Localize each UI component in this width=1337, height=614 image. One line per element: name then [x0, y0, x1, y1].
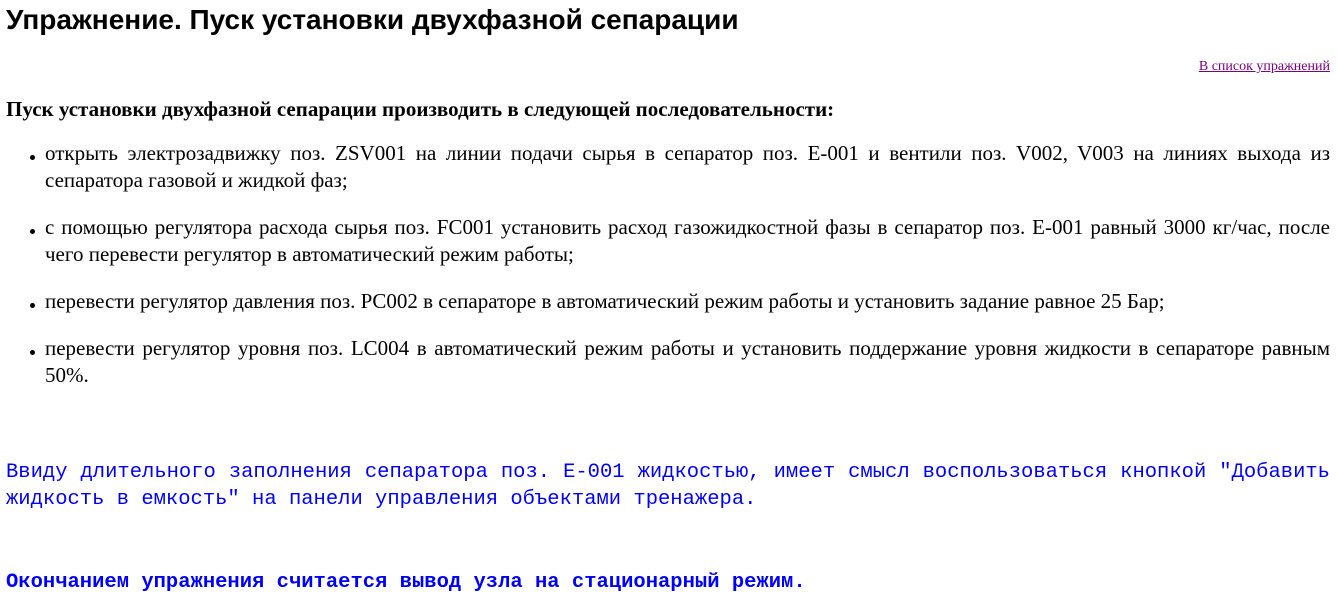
completion-text: Окончанием упражнения считается вывод узла на стационарный режим.: [6, 571, 806, 594]
back-to-exercises-link[interactable]: В список упражнений: [1198, 59, 1330, 74]
note-text: Ввиду длительного заполнения сепаратора поз. E-001 жидкостью, имеет смысл воспользоваться кнопкой "Добавить жидкость в емкость" на панели управления объектами тренажера.: [6, 461, 1330, 511]
steps-list: [0, 140, 1330, 409]
intro-heading: Пуск установки двухфазной сепарации производить в следующей последовательности:: [6, 97, 835, 121]
list-item: перевести регулятор давления поз. PC002 в сепараторе в автоматический режим работы и установить задание равное 25 Бар;: [45, 288, 1330, 315]
list-item: с помощью регулятора расхода сырья поз. FC001 установить расход газожидкостной фазы в сепаратор поз. E-001 равный 3000 кг/час, после чего перевести регулятор в автоматический режим работы;: [45, 215, 1330, 266]
page-title: Упражнение. Пуск установки двухфазной сепарации: [6, 4, 739, 35]
list-item: перевести регулятор уровня поз. LC004 в автоматический режим работы и установить поддержание уровня жидкости в сепараторе равным 50%.: [45, 336, 1330, 387]
list-item: открыть электрозадвижку поз. ZSV001 на линии подачи сырья в сепаратор поз. E-001 и вентили поз. V002, V003 на линиях выхода из сепаратора газовой и жидкой фаз;: [45, 141, 1330, 192]
